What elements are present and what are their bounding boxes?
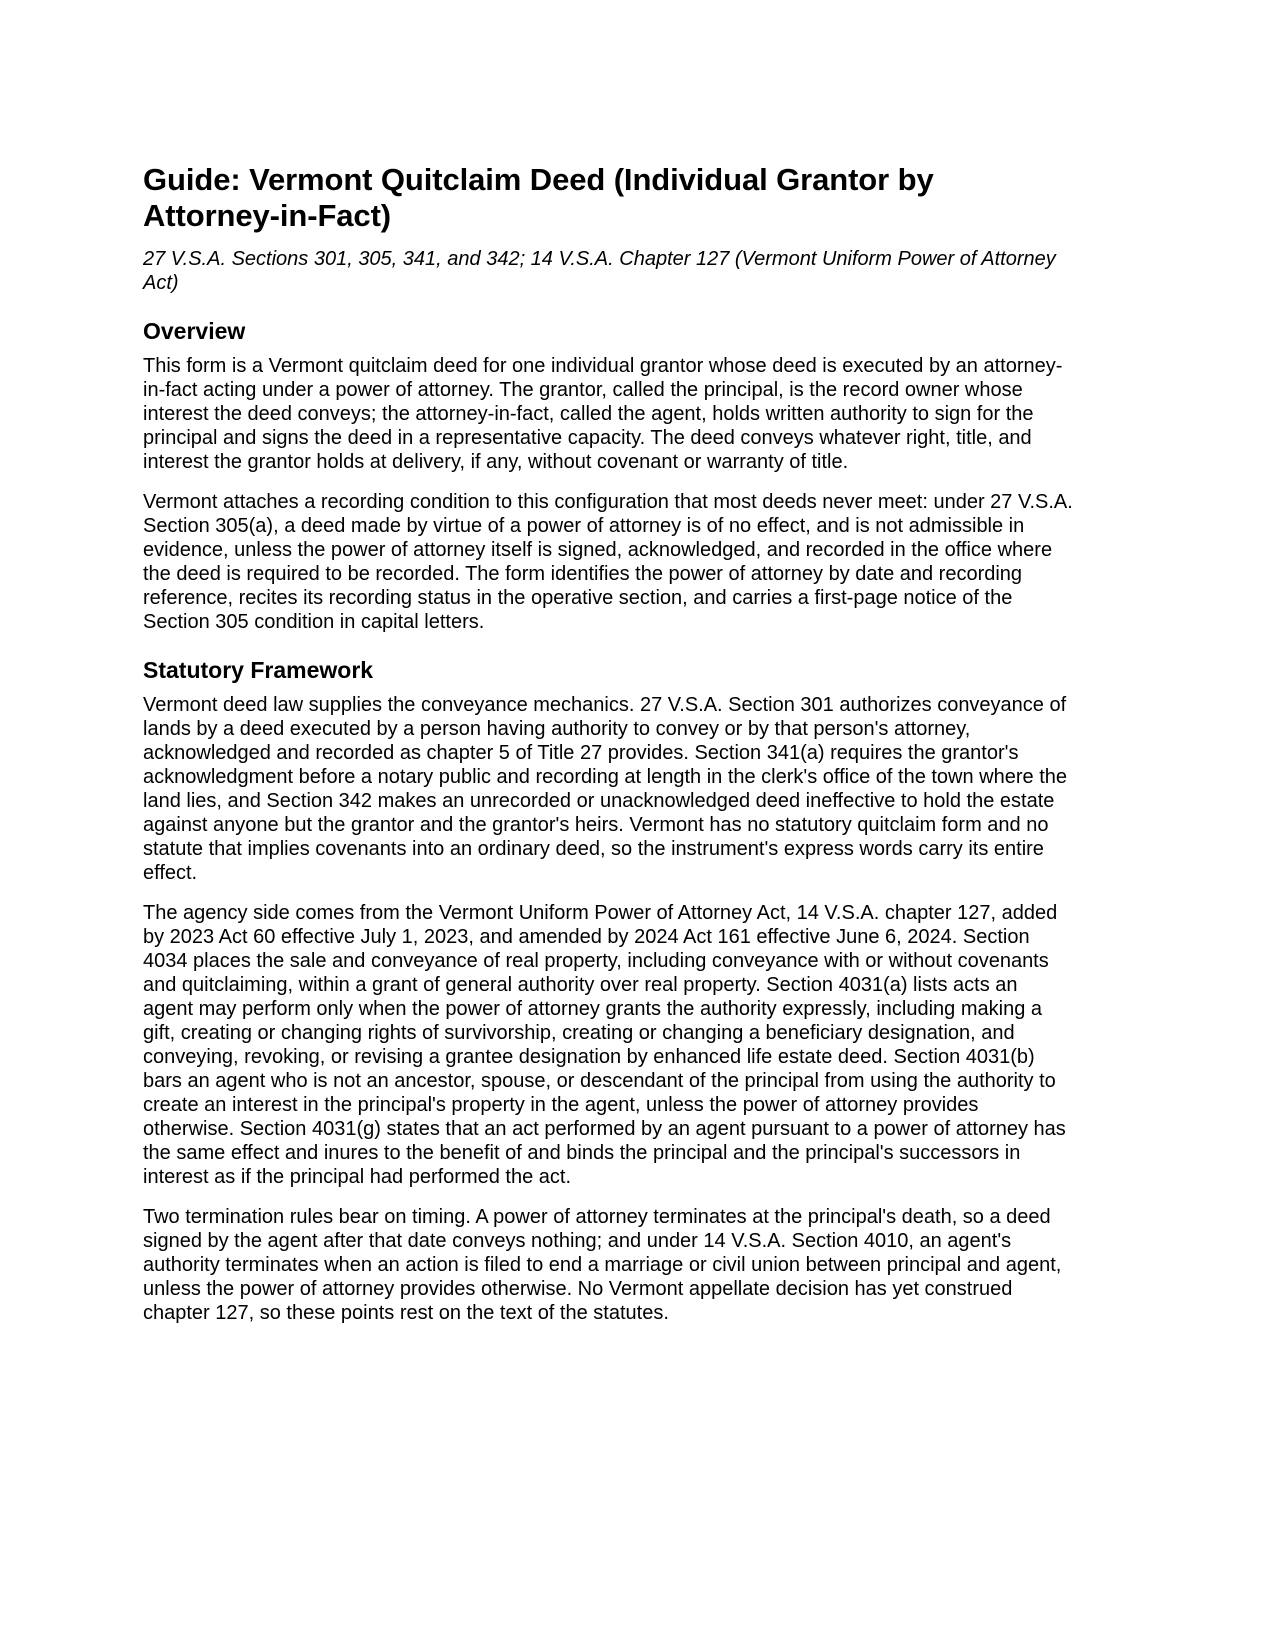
- section-heading-statutory-framework: Statutory Framework: [143, 657, 374, 683]
- document-title: Guide: Vermont Quitclaim Deed (Individual Grantor by Attorney-in-Fact): [143, 162, 934, 233]
- document-page: [143, 162, 1073, 1325]
- statutory-citation-subtitle: 27 V.S.A. Sections 301, 305, 341, and 342; 14 V.S.A. Chapter 127 (Vermont Uniform Power of Attorney Act): [143, 248, 1056, 294]
- paragraph: The agency side comes from the Vermont Uniform Power of Attorney Act, 14 V.S.A. chapter 127, added by 2023 Act 60 effective July 1, 2023, and amended by 2024 Act 161 effective June 6, 2024. Section 4034 places the sale and conveyance of real property, including conveyance with or without covenants and quitclaiming, within a grant of general authority over real property. Section 4031(a) lists acts an agent may perform only when the power of attorney grants the authority expressly, including making a gift, creating or changing rights of survivorship, creating or changing a beneficiary designation, and conveying, revoking, or revising a grantee designation by enhanced life estate deed. Section 4031(b) bars an agent who is not an ancestor, spouse, or descendant of the principal from using the authority to create an interest in the principal's property in the agent, unless the power of attorney provides otherwise. Section 4031(g) states that an act performed by an agent pursuant to a power of attorney has the same effect and inures to the benefit of and binds the principal and the principal's successors in interest as if the principal had performed the act.: [143, 902, 1066, 1188]
- section-statutory-framework: [143, 656, 1073, 1325]
- section-heading-overview: Overview: [143, 318, 246, 344]
- paragraph: Two termination rules bear on timing. A power of attorney terminates at the principal's death, so a deed signed by the agent after that date conveys nothing; and under 14 V.S.A. Section 4010, an agent's authority terminates when an action is filed to end a marriage or civil union between principal and agent, unless the power of attorney provides otherwise. No Vermont appellate decision has yet construed chapter 127, so these points rest on the text of the statutes.: [143, 1206, 1062, 1324]
- paragraph: Vermont attaches a recording condition to this configuration that most deeds never meet: under 27 V.S.A. Section 305(a), a deed made by virtue of a power of attorney is of no effect, and is not admissible in evidence, unless the power of attorney itself is signed, acknowledged, and recorded in the office where the deed is required to be recorded. The form identifies the power of attorney by date and recording reference, recites its recording status in the operative section, and carries a first-page notice of the Section 305 condition in capital letters.: [143, 491, 1073, 633]
- paragraph: Vermont deed law supplies the conveyance mechanics. 27 V.S.A. Section 301 authorizes conveyance of lands by a deed executed by a person having authority to convey or by that person's attorney, acknowledged and recorded as chapter 5 of Title 27 provides. Section 341(a) requires the grantor's acknowledgment before a notary public and recording at length in the clerk's office of the town where the land lies, and Section 342 makes an unrecorded or unacknowledged deed ineffective to hold the estate against anyone but the grantor and the grantor's heirs. Vermont has no statutory quitclaim form and no statute that implies covenants into an ordinary deed, so the instrument's express words carry its entire effect.: [143, 694, 1068, 884]
- paragraph: This form is a Vermont quitclaim deed for one individual grantor whose deed is executed by an attorney-in-fact acting under a power of attorney. The grantor, called the principal, is the record owner whose interest the deed conveys; the attorney-in-fact, called the agent, holds written authority to sign for the principal and signs the deed in a representative capacity. The deed conveys whatever right, title, and interest the grantor holds at delivery, if any, without covenant or warranty of title.: [143, 355, 1063, 473]
- section-overview: [143, 317, 1073, 634]
